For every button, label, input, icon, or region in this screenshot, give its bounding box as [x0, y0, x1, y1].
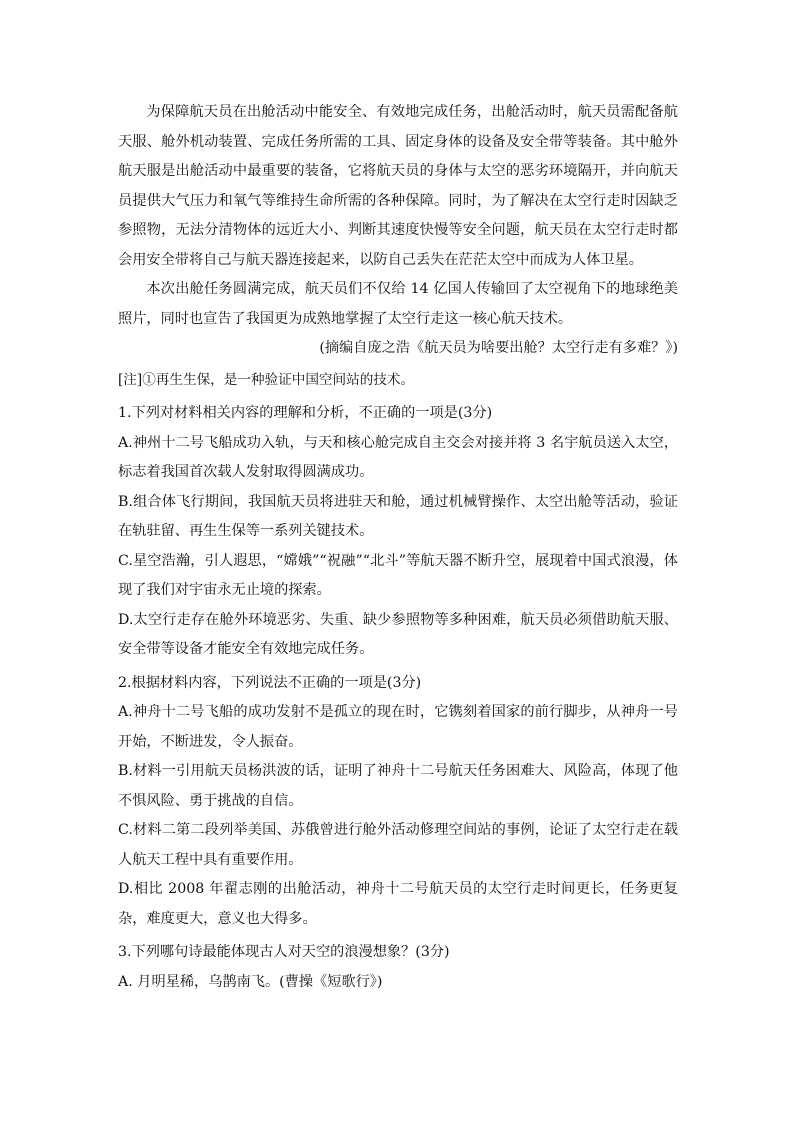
- option-d: D.相比 2008 年翟志刚的出舱活动，神舟十二号航天员的太空行走时间更长，任务更复杂，难度更大，意义也大得多。: [118, 881, 678, 927]
- option-b: B.材料一引用航天员杨洪波的话，证明了神舟十二号航天任务困难大、风险高，体现了他不惧风险、勇于挑战的自信。: [118, 763, 678, 809]
- option-c: C.星空浩瀚，引人遐思，“嫦娥”“祝融”“北斗”等航天器不断升空，展现着中国式浪漫，体现了我们对宇宙永无止境的探索。: [118, 552, 678, 598]
- option-b: B.组合体飞行期间，我国航天员将进驻天和舱，通过机械臂操作、太空出舱等活动，验证在轨驻留、再生生保等一系列关键技术。: [118, 493, 678, 539]
- document-content: [118, 98, 678, 997]
- passage-paragraph-1: 为保障航天员在出舱活动中能安全、有效地完成任务，出舱活动时，航天员需配备航天服、舱外机动装置、完成任务所需的工具、固定身体的设备及安全带等装备。其中舱外航天服是出舱活动中最重要的装备，它将航天员的身体与太空的恶劣环境隔开，并向航天员提供大气压力和氧气等维持生命所需的各种保障。同时，为了解决在太空行走时因缺乏参照物，无法分清物体的远近大小、判断其速度快慢等安全问题，航天员在太空行走时都会用安全带将自己与航天器连接起来，以防自己丢失在茫茫太空中而成为人体卫星。: [118, 104, 678, 268]
- passage-note: [注]①再生生保，是一种验证中国空间站的技术。: [118, 371, 415, 388]
- passage-paragraph-2: 本次出舱任务圆满完成，航天员们不仅给 14 亿国人传输回了太空视角下的地球绝美照片，同时也宣告了我国更为成熟地掌握了太空行走这一核心航天技术。: [118, 281, 678, 327]
- passage-source: (摘编自庞之浩《航天员为啥要出舱？太空行走有多难？》): [319, 340, 678, 356]
- option-c: C.材料二第二段列举美国、苏俄曾进行舱外活动修理空间站的事例，论证了太空行走在载人航天工程中具有重要作用。: [118, 822, 678, 868]
- question-2: [118, 669, 678, 935]
- question-1: [118, 399, 678, 665]
- question-3: [118, 938, 678, 997]
- option-a: A.神舟十二号飞船的成功发射不是孤立的现在时，它镌刻着国家的前行脚步，从神舟一号开始，不断进发，令人振奋。: [118, 704, 678, 750]
- option-a: A. 月明星稀，乌鹊南飞。(曹操《短歌行》): [118, 973, 383, 990]
- option-d: D.太空行走存在舱外环境恶劣、失重、缺少参照物等多种困难，航天员必须借助航天服、安全带等设备才能安全有效地完成任务。: [118, 611, 678, 657]
- option-a: A.神州十二号飞船成功入轨，与天和核心舱完成自主交会对接并将 3 名宇航员送入太空，标志着我国首次载人发射取得圆满成功。: [118, 434, 678, 480]
- question-stem: 2.根据材料内容，下列说法不正确的一项是(3分): [118, 674, 422, 691]
- question-stem: 1.下列对材料相关内容的理解和分析，不正确的一项是(3分): [118, 405, 493, 421]
- question-stem: 3.下列哪句诗最能体现古人对天空的浪漫想象？(3分): [118, 944, 450, 960]
